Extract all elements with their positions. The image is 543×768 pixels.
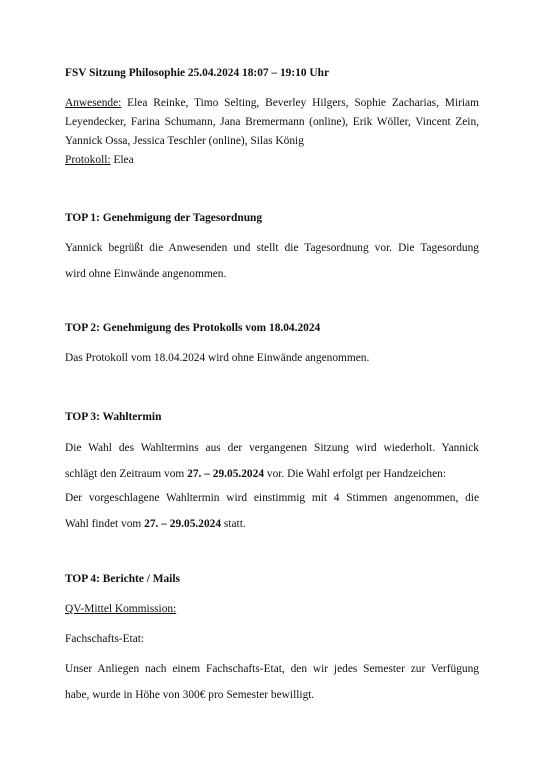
attendees-line-3: Yannick Ossa, Jessica Teschler (online), Silas König <box>65 135 304 147</box>
top3-p1-line-2: schlägt den Zeitraum vom 27. – 29.05.2024 vor. Die Wahl erfolgt per Handzeichen: <box>65 468 447 480</box>
top4-subheading-etat: Fachschafts-Etat: <box>65 633 145 645</box>
protocol-value: Elea <box>113 154 134 166</box>
attendees-line-2: Leyendecker, Farina Schumann, Jana Bremermann (online), Erik Wöller, Vincent Zein, <box>65 116 479 128</box>
top1-heading: TOP 1: Genehmigung der Tagesordnung <box>65 212 263 224</box>
top3-p2-line-2: Wahl findet vom 27. – 29.05.2024 statt. <box>65 518 246 530</box>
protocol-label: Protokoll: <box>65 154 111 166</box>
date-range: 27. – 29.05.2024 <box>144 518 222 530</box>
top2-paragraph: Das Protokoll vom 18.04.2024 wird ohne Einwände angenommen. <box>65 352 370 364</box>
top4-heading: TOP 4: Berichte / Mails <box>65 573 180 585</box>
protocol-line <box>65 151 479 170</box>
top1-paragraph <box>65 239 479 284</box>
attendees-paragraph <box>65 94 479 151</box>
top4-line-1: Unser Anliegen nach einem Fachschafts-Etat, den wir jedes Semester zur Verfügung <box>65 663 479 675</box>
top3-p1-line-1: Die Wahl des Wahltermins aus der vergangenen Sitzung wird wiederholt. Yannick <box>65 442 479 454</box>
top4-subheading-qv: QV-Mittel Kommission: <box>65 603 177 615</box>
top2-heading: TOP 2: Genehmigung des Protokolls vom 18.04.2024 <box>65 322 321 334</box>
top3-p2-line-1: Der vorgeschlagene Wahltermin wird einstimmig mit 4 Stimmen angenommen, die <box>65 492 479 504</box>
top1-line-1: Yannick begrüßt die Anwesenden und stellt die Tagesordnung vor. Die Tagesordung <box>65 242 479 254</box>
attendees-text-1: Elea Reinke, Timo Selting, Beverley Hilgers, Sophie Zacharias, Miriam <box>127 97 479 109</box>
top3-paragraph-1 <box>65 439 479 484</box>
attendees-line-1 <box>65 94 479 113</box>
top3-heading: TOP 3: Wahltermin <box>65 411 162 423</box>
date-range: 27. – 29.05.2024 <box>187 468 265 480</box>
top4-line-2: habe, wurde in Höhe von 300€ pro Semester bewilligt. <box>65 689 315 701</box>
top4-paragraph <box>65 660 479 705</box>
document-title: FSV Sitzung Philosophie 25.04.2024 18:07 – 19:10 Uhr <box>65 67 330 79</box>
top3-paragraph-2 <box>65 489 479 534</box>
attendees-label: Anwesende: <box>65 97 122 109</box>
top1-line-2: wird ohne Einwände angenommen. <box>65 268 227 280</box>
